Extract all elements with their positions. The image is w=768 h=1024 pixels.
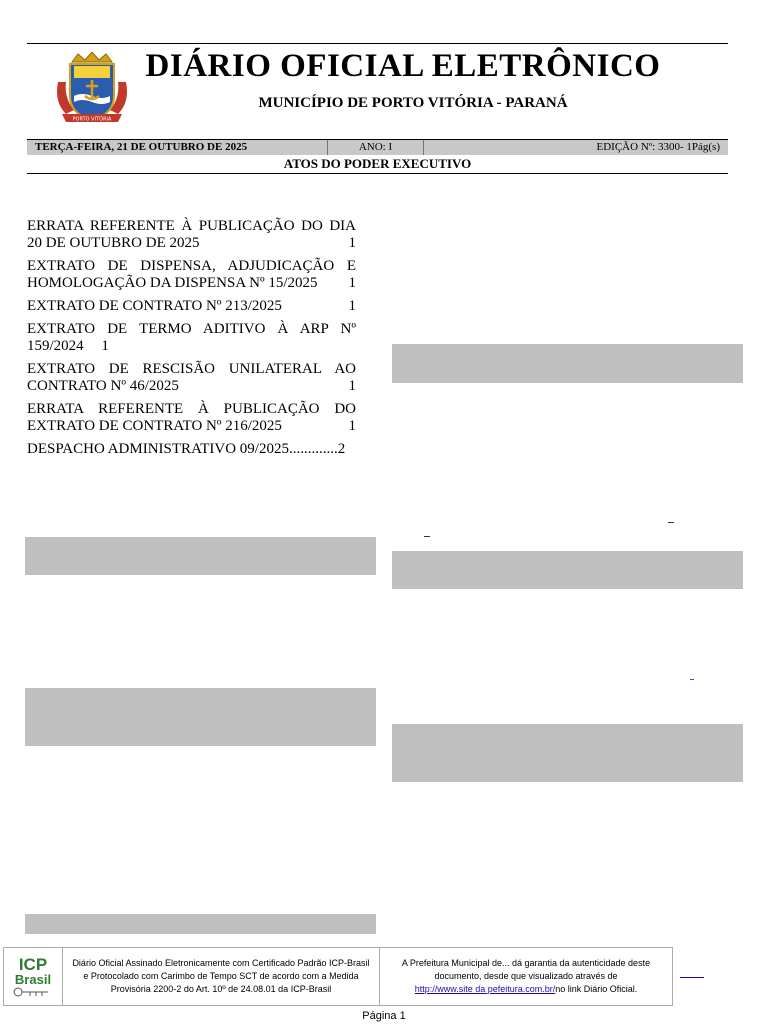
crest-banner-text: PORTO VITÓRIA: [72, 116, 112, 123]
icp-logo-top-text: ICP: [18, 955, 48, 974]
toc-item-page: 1: [348, 298, 356, 314]
toc-item-text: EXTRATO DE RESCISÃO UNILATERAL AO CONTRATO Nº 46/2025: [27, 361, 356, 394]
toc-item[interactable]: [27, 401, 356, 435]
top-rule: [27, 43, 728, 44]
stray-link-mark: [690, 679, 694, 680]
table-of-contents: [27, 218, 356, 464]
toc-item-text: ERRATA REFERENTE À PUBLICAÇÃO DO EXTRATO DE CONTRATO Nº 216/2025: [27, 401, 356, 434]
redacted-heading-bar: [25, 537, 376, 575]
redacted-heading-bar: [392, 724, 743, 782]
certificate-text: Diário Oficial Assinado Eletronicamente com Certificado Padrão ICP-Brasil e Protocolado com Carimbo de Tempo SCT de acordo com a Medida Provisória 2200-2 do Art. 10º de 24.08.01 da ICP-Brasil: [72, 958, 370, 994]
toc-item-page: 1: [348, 418, 356, 434]
toc-item[interactable]: [27, 298, 356, 315]
certificate-notice: [63, 948, 380, 1005]
toc-item-text: EXTRATO DE DISPENSA, ADJUDICAÇÃO E HOMOLOGAÇÃO DA DISPENSA Nº 15/2025: [27, 258, 356, 291]
toc-item-page: 1: [101, 338, 109, 354]
authenticity-notice: [380, 948, 672, 1005]
page-number: Página 1: [362, 1010, 406, 1022]
edition-number: EDIÇÃO Nº: 3300- 1Pág(s): [596, 141, 720, 153]
toc-item-text: DESPACHO ADMINISTRATIVO 09/2025.............2: [27, 441, 346, 457]
icp-brasil-icon: [4, 948, 62, 1005]
toc-item[interactable]: [27, 441, 356, 458]
toc-item-page: 1: [348, 378, 356, 394]
stray-mark: [424, 536, 430, 537]
page-subtitle: MUNICÍPIO DE PORTO VITÓRIA - PARANÁ: [258, 95, 568, 111]
icp-brasil-logo: [4, 948, 63, 1005]
toc-item-text: ERRATA REFERENTE À PUBLICAÇÃO DO DIA 20 DE OUTUBRO DE 2025: [27, 218, 356, 251]
redacted-heading-bar: [25, 914, 376, 934]
toc-item[interactable]: [27, 361, 356, 395]
authenticity-text: A Prefeitura Municipal de... dá garantia da autenticidade deste documento, desde que visualizado através de: [401, 958, 651, 981]
section-title: ATOS DO PODER EXECUTIVO: [283, 156, 472, 171]
edition-year: ANO: I: [327, 140, 424, 155]
redacted-heading-bar: [25, 688, 376, 746]
redacted-heading-bar: [392, 344, 743, 383]
stray-mark: [668, 522, 674, 523]
toc-item-page: 1: [348, 275, 356, 291]
toc-item-text: EXTRATO DE CONTRATO Nº 213/2025: [27, 298, 282, 314]
toc-item-text: EXTRATO DE TERMO ADITIVO À ARP Nº 159/2024: [27, 321, 356, 354]
redacted-heading-bar: [392, 551, 743, 589]
footer-link-underline[interactable]: [680, 977, 704, 978]
section-bottom-rule: [27, 173, 728, 174]
edition-date: TERÇA-FEIRA, 21 DE OUTUBRO DE 2025: [35, 141, 248, 153]
icp-logo-bottom-text: Brasil: [14, 972, 52, 987]
municipal-crest-icon: [52, 52, 132, 124]
authenticity-link-suffix: no link Diário Oficial.: [555, 984, 638, 994]
toc-item[interactable]: [27, 258, 356, 292]
page-title: DIÁRIO OFICIAL ELETRÔNICO: [145, 48, 661, 84]
toc-item[interactable]: [27, 321, 356, 355]
toc-item-page: 1: [348, 235, 356, 251]
toc-item[interactable]: [27, 218, 356, 252]
prefeitura-site-link[interactable]: http://www.site da pefeitura.com.br/: [414, 984, 556, 994]
footer: [3, 947, 673, 1006]
info-bar: [27, 140, 728, 155]
